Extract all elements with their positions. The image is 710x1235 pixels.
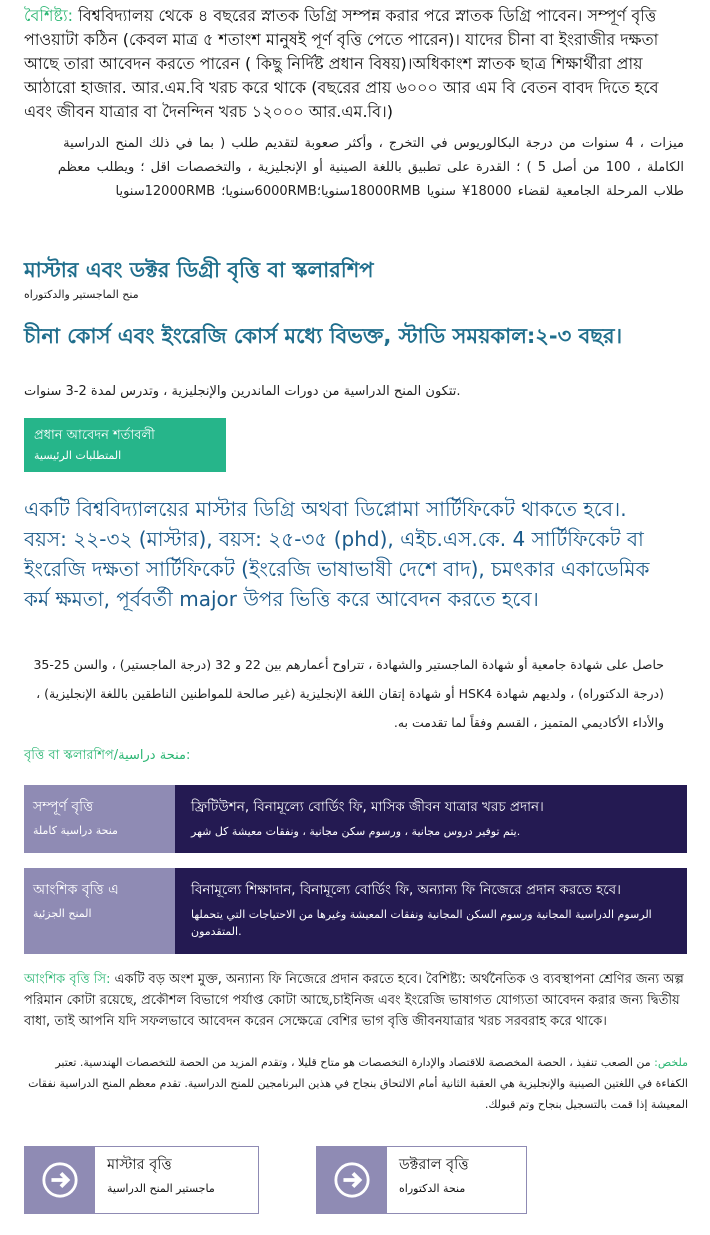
requirements-badge-subtitle: المتطلبات الرئيسية [34,449,122,462]
full-scholarship-title-cell [24,785,175,853]
full-scholarship-desc: ফ্রিটিউশন, বিনামূল্যে বোর্ডিং ফি, মাসিক জীবন যাত্রার খরচ প্রদান। [191,799,544,815]
intro-section [24,4,684,204]
summary-text: من الصعب تنفيذ ، الحصة المخصصة للاقتصاد والإدارة التخصصات هو متاح قليلا ، وتقدم المزيد من الحصة للتخصصات الهندسية. تعتبر الكفاءة في اللغتين الصينية والإنجليزية هي العقبة الثانية أمام الالتحاق بنجاح في هذين البرنامجين للمنح الدراسية. تقدم معظم المنح الدراسية نفقات المعيشة إذا قمت بالتسجيل بنجاح وتم قبولك. [28,1056,688,1111]
full-scholarship-desc-arabic: يتم توفير دروس مجانية ، ورسوم سكن مجانية ، ونفقات معيشة كل شهر. [191,825,521,838]
partial-scholarship-desc-cell [175,868,687,954]
doctoral-button-label: ডক্টরাল বৃত্তি [399,1157,469,1173]
partial-scholarship-row [24,868,687,954]
scholarship-label: বৃত্তি বা স্কলারশিপ/منحة دراسية: [24,748,191,763]
study-duration-heading: চীনা কোর্স এবং ইংরেজি কোর্স মধ্যে বিভক্ত, স্টাডি সময়কাল:২-৩ বছর। [24,324,623,348]
masters-button-label: মাস্টার বৃত্তি [107,1157,172,1173]
partial-note-text: একটি বড় অংশ মুক্ত, অন্যান্য ফি নিজেরে প্রদান করতে হবে। বৈশিষ্ট্য: অর্থনৈতিক ও ব্যবস্থাপনা শ্রেণির জন্য অল্প পরিমান কোটা রয়েছে, প্রকৌশল বিভাগে পর্যাপ্ত কোটা আছে,চাইনিজ এবং ইংরেজি ভাষাগত যোগ্যতা আবেদন করার জন্য দ্বিতীয় বাধা, তাই আপনি যদি সফলভাবে আবেদন করেন সেক্ষেত্রে বেশির ভাগ বৃত্তি জীবনযাত্রার খরচ সরবরাহ করে থাকে। [24,972,684,1029]
intro-bengali-paragraph [24,4,684,124]
partial-scholarship-title-cell [24,868,175,954]
masters-arrow-icon [25,1147,95,1213]
requirements-badge [24,418,226,472]
partial-scholarship-desc-arabic: الرسوم الدراسية المجانية ورسوم السكن المجانية ونفقات المعيشة وغيرها من الاحتياجات التي يتحملها المتقدمون. [191,908,652,938]
masters-button-label-arabic: ماجستير المنح الدراسية [107,1182,215,1195]
masters-doctor-heading: মাস্টার এবং ডক্টর ডিগ্রী বৃত্তি বা স্কলারশিপ [24,258,374,282]
summary-label: ملخص: [654,1056,688,1069]
masters-doctor-subheading: منح الماجستير والدكتوراه [24,288,139,301]
full-scholarship-row [24,785,687,853]
partial-scholarship-desc: বিনামূল্যে শিক্ষাদান, বিনামূল্যে বোর্ডিং ফি, অন্যান্য ফি নিজেরে প্রদান করতে হবে। [191,882,621,898]
partial-scholarship-title-arabic: المنح الجزئية [33,907,92,920]
full-scholarship-desc-cell [175,785,687,853]
study-duration-subheading: تتكون المنح الدراسية من دورات الماندرين والإنجليزية ، وتدرس لمدة 2-3 سنوات. [24,384,461,399]
partial-note-label: আংশিক বৃত্তি সি: [24,972,111,987]
intro-arabic-paragraph: ميزات ، 4 سنوات من درجة البكالوريوس في التخرج ، وأكثر صعوبة لتقديم طلب ( بما في ذلك المنح الدراسية الكاملة ، 100 من أصل 5 ) ؛ القدرة على تطبيق باللغة الصينية أو الإنجليزية ، والتخصصات اقل ؛ ويطلب معظم طلاب المرحلة الجامعية لقضاء 18000¥ سنويا 18000RMBسنويا؛6000RMBسنويا؛ 12000RMBسنويا [57,136,684,199]
intro-bengali-text: বিশ্ববিদ্যালয় থেকে ৪ বছরের স্নাতক ডিগ্রি সম্পন্ন করার পরে স্নাতক ডিগ্রি পাবেন। সম্পূর্ণ বৃত্তি পাওয়াটা কঠিন (কেবল মাত্র ৫ শতাংশ মানুষই পূর্ণ বৃত্তি পেতে পারেন)। যাদের চীনা বা ইংরাজীর দক্ষতা আছে তারা আবেদন করতে পারেন ( কিছু নির্দিষ্ট প্রধান বিষয়)।অধিকাংশ স্নাতক ছাত্র শিক্ষার্থীরা প্রায় আঠারো হাজার. আর.এম.বি খরচ করে থাকে (বছরের প্রায় ৬০০০ আর এম বি বেতন বাবদ দিতে হবে এবং জীবন যাত্রার বা দৈনন্দিন খরচ ১২০০০ আর.এম.বি।) [24,6,659,121]
partial-scholarship-title: আংশিক বৃত্তি এ [33,882,119,898]
doctoral-arrow-icon [317,1147,387,1213]
masters-scholarship-button[interactable] [24,1146,259,1214]
partial-scholarship-note [24,969,688,1032]
feature-label: বৈশিষ্ট্য: [24,6,74,25]
requirements-arabic-text: حاصل على شهادة جامعية أو شهادة الماجستير والشهادة ، تتراوح أعمارهم بين 22 و 32 (درجة الماجستير) ، والسن 25-35 (درجة الدكتوراه) ، ولديهم شهادة HSK4 أو شهادة إتقان اللغة الإنجليزية (غير صالحة للمواطنين الناطقين باللغة الإنجليزية) ، والأداء الأكاديمي المتميز ، القسم وفقاً لما تقدمت به. [33,657,664,730]
doctoral-scholarship-button[interactable] [316,1146,527,1214]
full-scholarship-title: সম্পূর্ণ বৃত্তি [33,799,94,815]
doctoral-button-label-arabic: منحة الدكتوراه [399,1182,466,1195]
summary-arabic [24,1052,688,1115]
full-scholarship-title-arabic: منحة دراسية كاملة [33,824,118,837]
requirements-badge-title: প্রধান আবেদন শর্তাবলী [34,428,155,443]
requirements-text: একটি বিশ্ববিদ্যালয়ের মাস্টার ডিগ্রি অথবা ডিপ্লোমা সার্টিফিকেট থাকতে হবে।. বয়স: ২২-৩২ (মাস্টার), বয়স: ২৫-৩৫ (phd), এইচ.এস.কে. 4 সার্টিফিকেট বা ইংরেজি দক্ষতা সার্টিফিকেট (ইংরেজি ভাষাভাষী দেশে বাদ), চমৎকার একাডেমিক কর্ম ক্ষমতা, পূর্ববর্তী major উপর ভিত্তি করে আবেদন করতে হবে। [24,497,650,611]
